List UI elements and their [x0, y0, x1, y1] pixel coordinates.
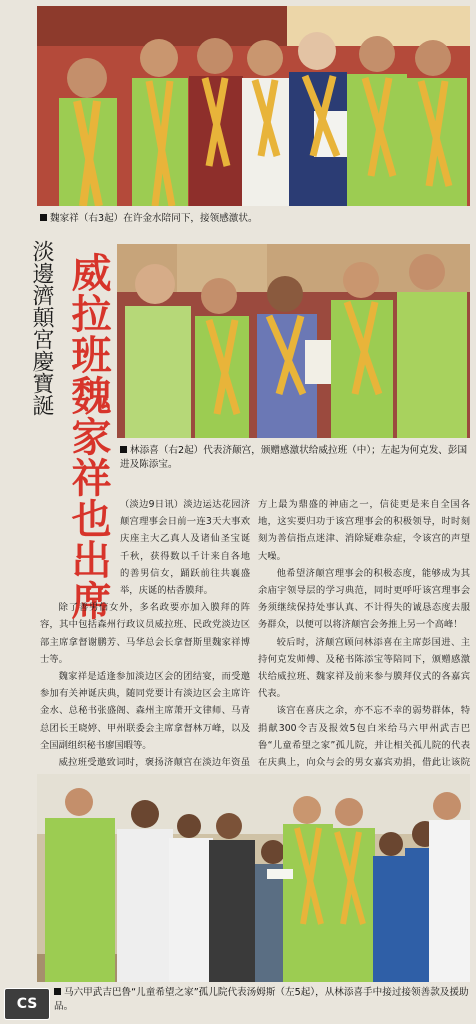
- photo-3-image: [37, 774, 470, 982]
- caption-square-icon: [40, 214, 47, 221]
- photo-3-caption-text: 马六甲武吉巴鲁“儿童希望之家”孤儿院代表汤姆斯（左5起），从林添喜手中接过接领善款及援助品。: [54, 987, 469, 1012]
- paragraph: 该宫在喜庆之余，亦不忘不幸的弱势群体，特捐献300令吉及报效5包白米给马六甲州武吉巴鲁“儿童希望之家”孤儿院，并让相关孤儿院的代表在庆典上，向众与会的男女嘉宾劝捐，借此让该院: [258, 705, 470, 769]
- paragraph: （淡边9日讯）淡边运达花园济颠宫理事会日前一连3天大事欢庆座主大乙真人及诸仙圣宝诞千秋，获得数以千计来自各地的善男信女，踊跃前往共襄盛举，庆诞的枯香膜拜。: [120, 499, 250, 597]
- paragraph: 方上最为鼎盛的神庙之一，信徒更是来自全国各地，这实要归功于该宫理事会的积极领导，时时刻刻为善信指点迷津、消除疑难杂症，令该宫的声望大噪。: [258, 499, 470, 562]
- photo-2-caption: [120, 444, 468, 472]
- photo-2-caption-text: 林添喜（右2起）代表济颠宫，颁赠感激状给威拉班（中）；左起为何克发、彭国进及陈添宝。: [120, 445, 468, 470]
- article-column-right: [258, 496, 470, 788]
- photo-2-image: [117, 244, 470, 438]
- paragraph: 威拉班受邀致词时，褒扬济颠宫在淡边年资虽: [58, 757, 250, 769]
- camscanner-logo-text: CS: [16, 996, 38, 1012]
- photo-1-caption-text: 魏家祥（右3起）在许金水陪同下，接领感激状。: [50, 213, 258, 224]
- paragraph: 他希望济颠宫理事会的积极态度，能够成为其余庙宇领导层的学习典范，同时更呼吁该宫理事会务须继续保持处事认真、不计得失的诚恳态度去服务群众，以便可以将济颠宫会务推上另一个高峰！: [258, 567, 470, 631]
- paragraph: 较后时，济颠宫顾问林添喜在主席彭国进、主持何克发师傅、及秘书陈添宝等陪同下，颁赠感激状给威拉班、魏家祥及前来参与膜拜仪式的各嘉宾代表。: [258, 636, 470, 700]
- photo-2: [117, 244, 470, 438]
- photo-3: [37, 774, 470, 982]
- headline: 威拉班魏家祥也出席: [65, 252, 112, 621]
- photo-1-caption: [40, 212, 470, 226]
- article-column-left: [40, 496, 250, 788]
- caption-square-icon: [120, 446, 127, 453]
- photo-1: [37, 6, 470, 206]
- paragraph: 除了善男信女外，多名政要亦加入膜拜的阵容，其中包括森州行政议员威拉班、民政党淡边区部主席拿督谢鹏芳、马华总会长拿督斯里魏家祥博士等。: [40, 602, 250, 665]
- caption-square-icon: [54, 988, 61, 995]
- photo-1-image: [37, 6, 470, 206]
- photo-3-caption: [54, 986, 470, 1014]
- subhead: 淡邊濟顛宮慶寶誕: [29, 240, 54, 416]
- camscanner-logo: [4, 988, 50, 1020]
- paragraph: 魏家祥是适逢参加淡边区会的团结宴，而受邀参加有关神诞庆典，随同党要计有淡边区会主席许金水、总秘书张盛阁、森州主席萧开文律师、马青总团长王晓婷、甲州联委会主席拿督林万峰，以及全国副组织秘书廖国暇等。: [40, 671, 250, 751]
